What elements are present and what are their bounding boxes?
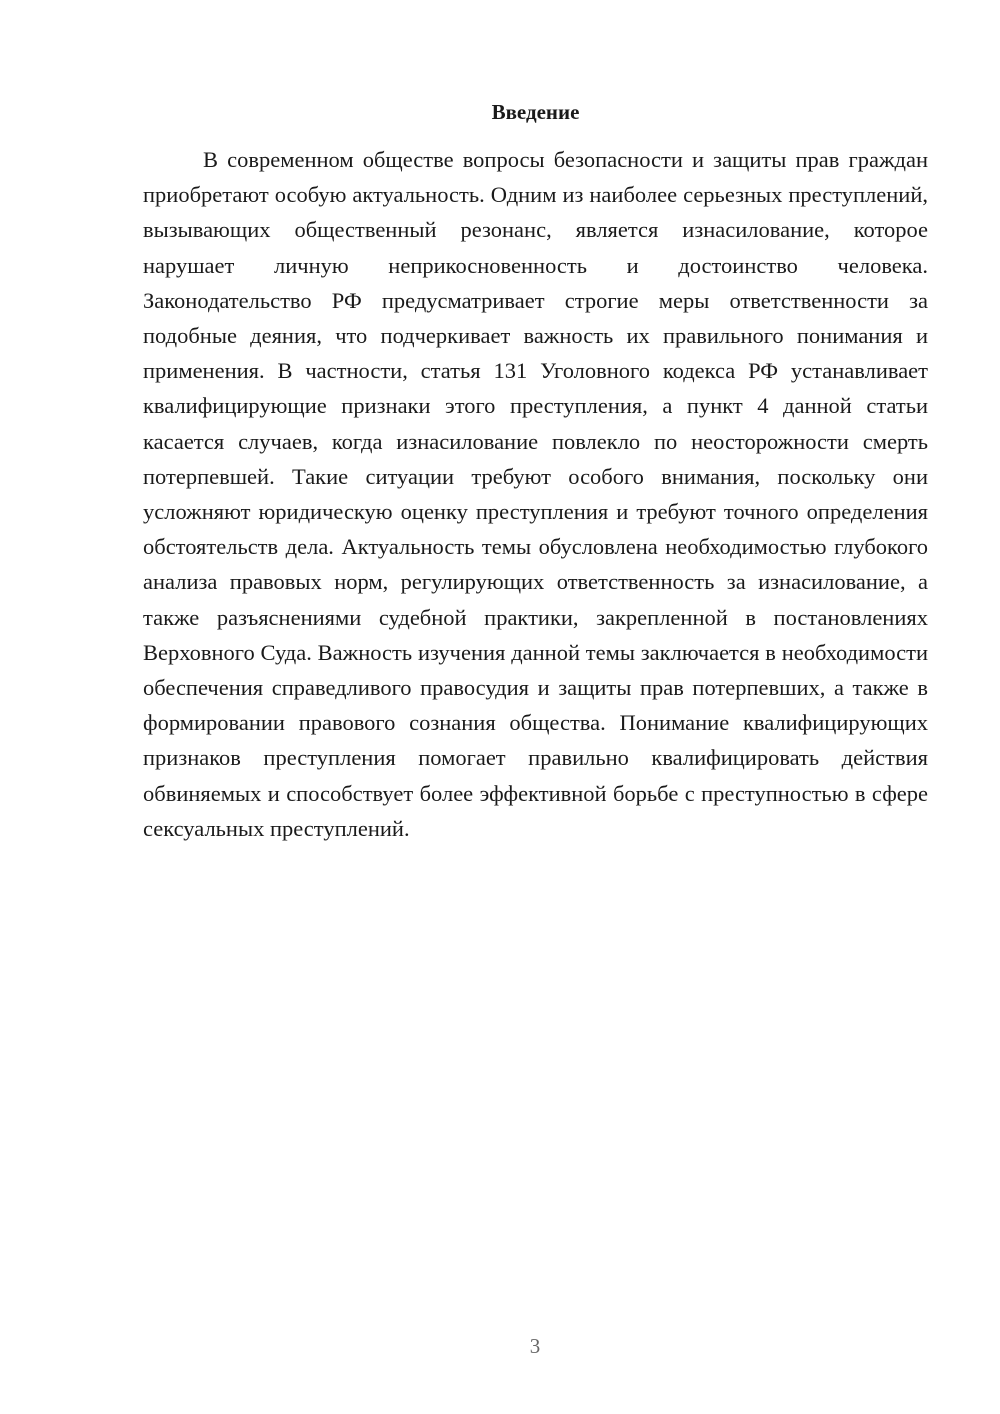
- page-number: 3: [529, 1334, 541, 1358]
- body-paragraph: В современном обществе вопросы безопасности и защиты прав граждан приобретают особую актуальность. Одним из наиболее серьезных преступлений, вызывающих общественный резонанс, является изнасилование, которое нарушает личную неприкосновенность и достоинство человека. Законодательство РФ предусматривает строгие меры ответственности за подобные деяния, что подчеркивает важность их правильного понимания и применения. В частности, статья 131 Уголовного кодекса РФ устанавливает квалифицирующие признаки этого преступления, а пункт 4 данной статьи касается случаев, когда изнасилование повлекло по неосторожности смерть потерпевшей. Такие ситуации требуют особого внимания, поскольку они усложняют юридическую оценку преступления и требуют точного определения обстоятельств дела. Актуальность темы обусловлена необходимостью глубокого анализа правовых норм, регулирующих ответственность за изнасилование, а также разъяснениями судебной практики, закрепленной в постановлениях Верховного Суда. Важность изучения данной темы заключается в необходимости обеспечения справедливого правосудия и защиты прав потерпевших, а также в формировании правового сознания общества. Понимание квалифицирующих признаков преступления помогает правильно квалифицировать действия обвиняемых и способствует более эффективной борьбе с преступностью в сфере сексуальных преступлений.: [143, 147, 928, 841]
- section-heading: Введение: [491, 100, 580, 124]
